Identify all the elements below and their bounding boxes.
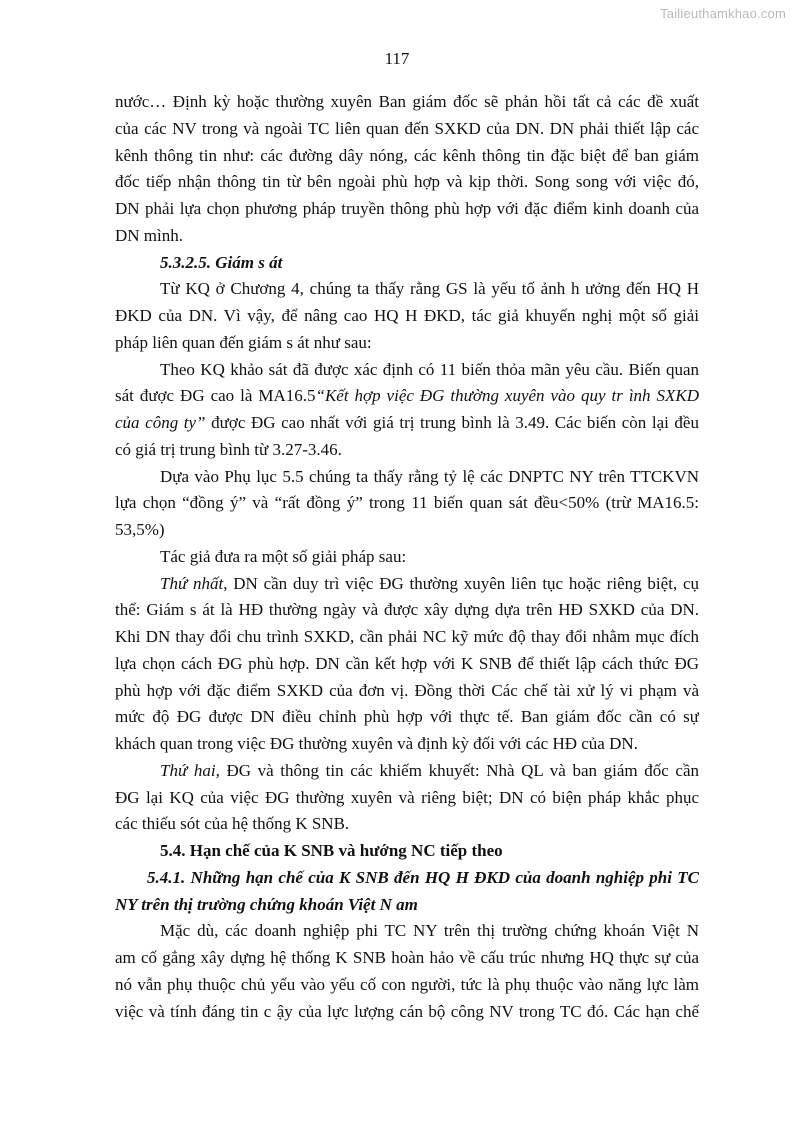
- text-line: các thiếu sót của hệ thống K SNB.: [115, 814, 350, 834]
- text-run: ĐG và thông tin các khiếm khuyết: Nhà QL và ban giám đốc cần: [219, 760, 699, 780]
- text-line: của các NV trong và ngoài TC liên quan đến SXKD của DN. DN phải thiết lập các: [115, 118, 699, 138]
- emphasis-second: Thứ hai,: [160, 760, 220, 780]
- text-line: có giá trị trung bình từ 3.27-3.46.: [115, 439, 342, 459]
- text-line: lựa chọn “đồng ý” và “rất đồng ý” trong 11 biến quan sát đều<50% (trừ MA16.5:: [115, 493, 699, 513]
- text-line: Khi DN thay đổi chu trình SXKD, cần phải NC kỹ mức độ thay đổi nhằm mục đích: [115, 627, 699, 646]
- text-line: [115, 758, 699, 785]
- text-line: nó vẫn phụ thuộc chủ yếu vào yếu cố con người, tức là phụ thuộc vào năng lực làm: [115, 974, 699, 994]
- text-line: DN phải lựa chọn phương pháp truyền thông phù hợp với đặc điểm kinh doanh của: [115, 199, 699, 218]
- document-body: [115, 89, 699, 1025]
- quoted-variable-text: “Kết hợp việc ĐG thường xuyên vào quy tr ình SXKD: [315, 386, 699, 406]
- text-line: pháp liên quan đến giám s át như sau:: [115, 332, 372, 352]
- text-line: việc và tính đáng tin c ậy của lực lượng cán bộ công NV trong TC đó. Các hạn chế: [115, 1001, 699, 1021]
- text-line: ĐKD của DN. Vì vậy, để nâng cao HQ H ĐKD, tác giả khuyến nghị một số giải: [115, 306, 699, 325]
- text-run: sát được ĐG cao là MA16.5: [115, 386, 316, 406]
- text-run: DN cần duy trì việc ĐG thường xuyên liên tục hoặc riêng biệt, cụ: [227, 573, 699, 593]
- text-line: Từ KQ ở Chương 4, chúng ta thấy rằng GS là yếu tố ảnh h ưởng đến HQ H: [160, 279, 699, 299]
- text-line: Theo KQ khảo sát đã được xác định có 11 biến thỏa mãn yêu cầu. Biến quan: [160, 359, 699, 379]
- subsection-heading-5-4-1: 5.4.1. Những hạn chế của K SNB đến HQ H ĐKD của doanh nghiệp phi TC: [147, 867, 699, 887]
- text-run: được ĐG cao nhất với giá trị trung bình là 3.49. Các biến còn lại đều: [205, 413, 699, 432]
- text-line: ĐG lại KQ của việc ĐG thường xuyên và riêng biệt; DN có biện pháp khắc phục: [115, 787, 699, 807]
- text-line: 53,5%): [115, 520, 165, 539]
- section-heading-5-3-2-5: 5.3.2.5. Giám s át: [160, 252, 283, 272]
- text-line: mức độ ĐG được DN điều chỉnh phù hợp với thực tế. Ban giám đốc cần có sự: [115, 707, 699, 727]
- watermark: Tailieuthamkhao.com: [660, 6, 786, 21]
- text-line: kênh thông tin như: các đường dây nóng, các kênh thông tin đặc biệt để ban giám: [115, 145, 699, 165]
- text-line: [115, 571, 699, 598]
- text-line: đốc tiếp nhận thông tin từ bên ngoài phù hợp và kịp thời. Song song với việc đó,: [115, 172, 699, 192]
- text-line: Mặc dù, các doanh nghiệp phi TC NY trên thị trường chứng khoán Việt N: [160, 921, 699, 941]
- text-line: phù hợp với đặc điểm SXKD của đơn vị. Đồng thời Các chế tài xử lý vi phạm và: [115, 680, 699, 700]
- page-number: 117: [384, 49, 410, 68]
- text-line: [115, 383, 699, 410]
- text-line: lựa chọn cách ĐG phù hợp. DN cần kết hợp với K SNB để thiết lập cách thức ĐG: [115, 653, 699, 673]
- text-line: thể: Giám s át là HĐ thường ngày và được xây dựng dựa trên HĐ SXKD của DN.: [115, 600, 699, 620]
- subsection-heading-5-4-1-cont: NY trên thị trường chứng khoán Việt N am: [115, 894, 418, 914]
- text-line: Dựa vào Phụ lục 5.5 chúng ta thấy rằng tỷ lệ các DNPTC NY trên TTCKVN: [160, 466, 699, 486]
- text-line: DN mình.: [115, 225, 183, 245]
- text-line: [115, 410, 699, 437]
- emphasis-first: Thứ nhất,: [160, 573, 228, 593]
- text-line: nước… Định kỳ hoặc thường xuyên Ban giám đốc sẽ phản hồi tất cả các đề xuất: [115, 92, 699, 111]
- text-line: am cố gắng xây dựng hệ thống K SNB hoàn hảo về cấu trúc nhưng HQ thực sự của: [115, 948, 699, 967]
- text-line: Tác giả đưa ra một số giải pháp sau:: [160, 546, 407, 566]
- quoted-variable-text: của công ty”: [115, 413, 206, 432]
- section-heading-5-4: 5.4. Hạn chế của K SNB và hướng NC tiếp theo: [160, 841, 503, 860]
- text-line: khách quan trong việc ĐG thường xuyên và định kỳ đối với các HĐ của DN.: [115, 734, 638, 753]
